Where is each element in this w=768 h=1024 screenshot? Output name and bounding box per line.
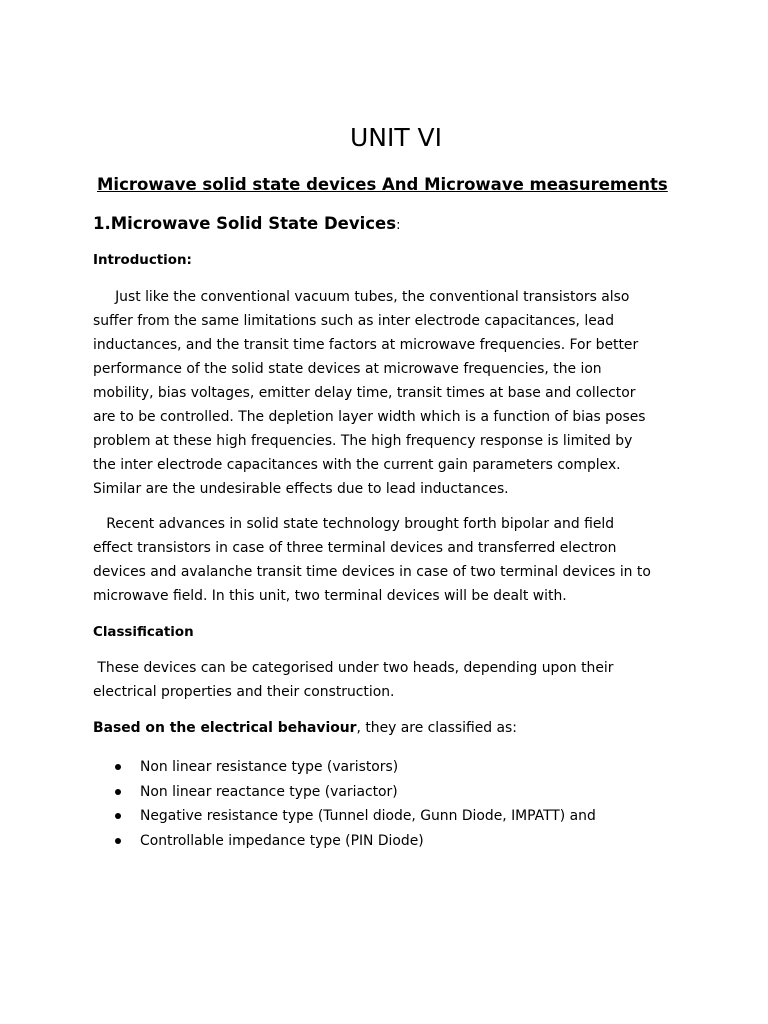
paragraph-line: inductances, and the transit time factors at microwave frequencies. For better <box>93 337 639 353</box>
paragraph-line: are to be controlled. The depletion layer width which is a function of bias poses <box>93 409 646 425</box>
unit-title: UNIT VI <box>349 123 443 152</box>
advances-paragraph <box>93 512 673 608</box>
paragraph-line: effect transistors in case of three terminal devices and transferred electron <box>93 540 617 556</box>
list-item-text: Negative resistance type (Tunnel diode, Gunn Diode, IMPATT) and <box>140 808 596 825</box>
section-heading-text: 1.Microwave Solid State Devices <box>93 214 397 233</box>
classification-heading: Classification <box>93 625 194 640</box>
paragraph-line: suffer from the same limitations such as inter electrode capacitances, lead <box>93 313 615 329</box>
list-item <box>93 780 596 805</box>
paragraph-line: Recent advances in solid state technology brought forth bipolar and field <box>93 516 615 532</box>
list-item-text: Non linear reactance type (variactor) <box>140 783 398 800</box>
paragraph-line: Similar are the undesirable effects due to lead inductances. <box>93 481 509 497</box>
based-on-line <box>93 716 673 740</box>
paragraph-line: microwave field. In this unit, two terminal devices will be dealt with. <box>93 588 567 604</box>
introduction-paragraph <box>93 285 673 501</box>
based-on-rest: , they are classified as: <box>356 720 517 736</box>
introduction-heading: Introduction: <box>93 253 192 268</box>
list-item-text: Non linear resistance type (varistors) <box>140 759 399 775</box>
list-item <box>93 829 596 854</box>
list-item <box>93 804 596 829</box>
based-on-bold: Based on the electrical behaviour <box>93 720 357 736</box>
paragraph-line: problem at these high frequencies. The high frequency response is limited by <box>93 433 633 449</box>
based-on-line-text <box>93 716 673 740</box>
bullet-icon <box>115 838 121 844</box>
bullet-icon <box>115 789 121 795</box>
bullet-icon <box>115 764 121 770</box>
paragraph-line: devices and avalanche transit time devices in case of two terminal devices in to <box>93 564 651 580</box>
classification-paragraph <box>93 656 673 704</box>
section-heading <box>93 213 400 237</box>
paragraph-line: the inter electrode capacitances with the current gain parameters complex. <box>93 457 621 473</box>
paragraph-line: Just like the conventional vacuum tubes, the conventional transistors also <box>93 289 630 305</box>
bullet-icon <box>115 813 121 819</box>
paragraph-line: performance of the solid state devices at microwave frequencies, the ion <box>93 361 602 377</box>
paragraph-line: These devices can be categorised under two heads, depending upon their <box>93 660 614 676</box>
paragraph-line: electrical properties and their construction. <box>93 684 395 700</box>
list-item-text: Controllable impedance type (PIN Diode) <box>140 832 424 849</box>
paragraph-line: mobility, bias voltages, emitter delay time, transit times at base and collector <box>93 385 636 401</box>
list-item <box>93 755 596 780</box>
section-heading-colon: : <box>396 218 401 233</box>
main-heading: Microwave solid state devices And Microwave measurements <box>97 175 668 194</box>
classification-list <box>93 755 596 853</box>
